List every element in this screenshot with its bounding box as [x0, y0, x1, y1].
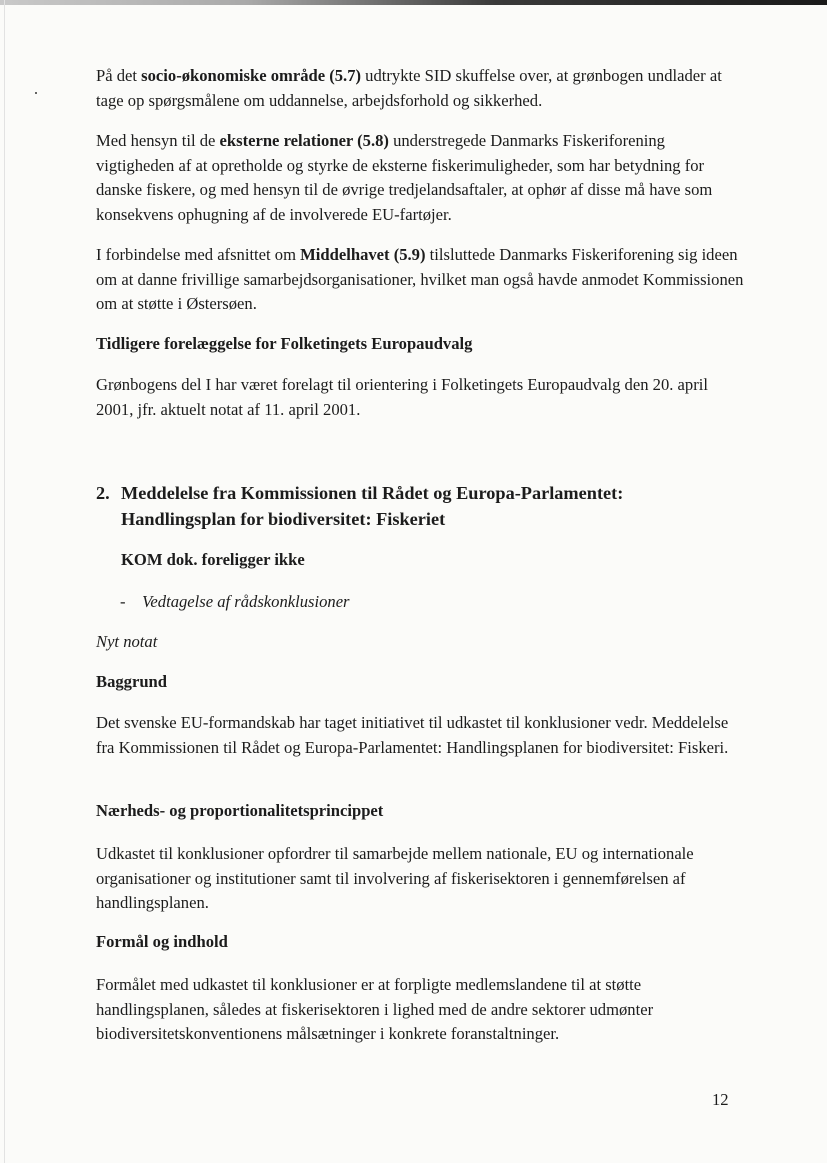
paragraph-socio-economic: På det socio-økonomiske område (5.7) udtrykte SID skuffelse over, at grønbogen undlader at tage op spørgsmålene om uddannelse, arbejdsforhold og sikkerhed.	[96, 66, 722, 110]
page-number: 12	[712, 1090, 729, 1109]
left-border-line	[4, 0, 5, 1163]
heading-purpose: Formål og indhold	[96, 932, 228, 951]
section-number: 2.	[96, 483, 110, 503]
paragraph-mediterranean: I forbindelse med afsnittet om Middelhavet (5.9) tilsluttede Danmarks Fiskeriforening sig ideen om at danne frivillige samarbejdsorganisationer, hvilket man også havde anmodet Kommissionen om at støtte i Østersøen.	[96, 245, 744, 313]
bullet-item	[120, 590, 420, 615]
bullet-dash: -	[120, 592, 126, 611]
heading-background: Baggrund	[96, 672, 168, 691]
paragraph-external-relations: Med hensyn til de eksterne relationer (5.8) understregede Danmarks Fiskeriforening vigtigheden af at opretholde og styrke de eksterne fiskerimuligheder, som har betydning for danske fiskere, og med hensyn til de øvrige tredjelandsaftaler, at ophør af disse må have som konsekvens ophugning af de involverede EU-fartøjer.	[96, 131, 713, 224]
top-border-line	[0, 0, 827, 5]
paragraph-previous-presentation: Grønbogens del I har været forelagt til orientering i Folketingets Europaudvalg den 20. april 2001, jfr. aktuelt notat af 11. april 2001.	[96, 375, 708, 419]
speck	[35, 92, 37, 94]
new-note-label: Nyt notat	[96, 632, 158, 651]
heading-subsidiarity: Nærheds- og proportionalitetsprincippet	[96, 801, 384, 820]
kom-document-status: KOM dok. foreligger ikke	[121, 550, 305, 569]
section-title: Meddelelse fra Kommissionen til Rådet og Europa-Parlamentet: Handlingsplan for biodiversitet: Fiskeriet	[121, 483, 624, 529]
heading-previous-presentation: Tidligere forelæggelse for Folketingets Europaudvalg	[96, 334, 473, 353]
paragraph-subsidiarity: Udkastet til konklusioner opfordrer til samarbejde mellem nationale, EU og internationale organisationer og institutioner samt til involvering af fiskerisektoren i gennemførelsen af handlingsplanen.	[96, 844, 694, 912]
bullet-text: Vedtagelse af rådskonklusioner	[142, 592, 350, 611]
paragraph-purpose: Formålet med udkastet til konklusioner er at forpligte medlemslandene til at støtte handlingsplanen, således at fiskerisektoren i lighed med de andre sektorer udmønter biodiversitetskonventionens målsætninger i konkrete foranstaltninger.	[96, 975, 654, 1043]
paragraph-background: Det svenske EU-formandskab har taget initiativet til udkastet til konklusioner vedr. Meddelelse fra Kommissionen til Rådet og Europa-Parlamentet: Handlingsplanen for biodiversitet: Fiskeri.	[96, 713, 729, 757]
